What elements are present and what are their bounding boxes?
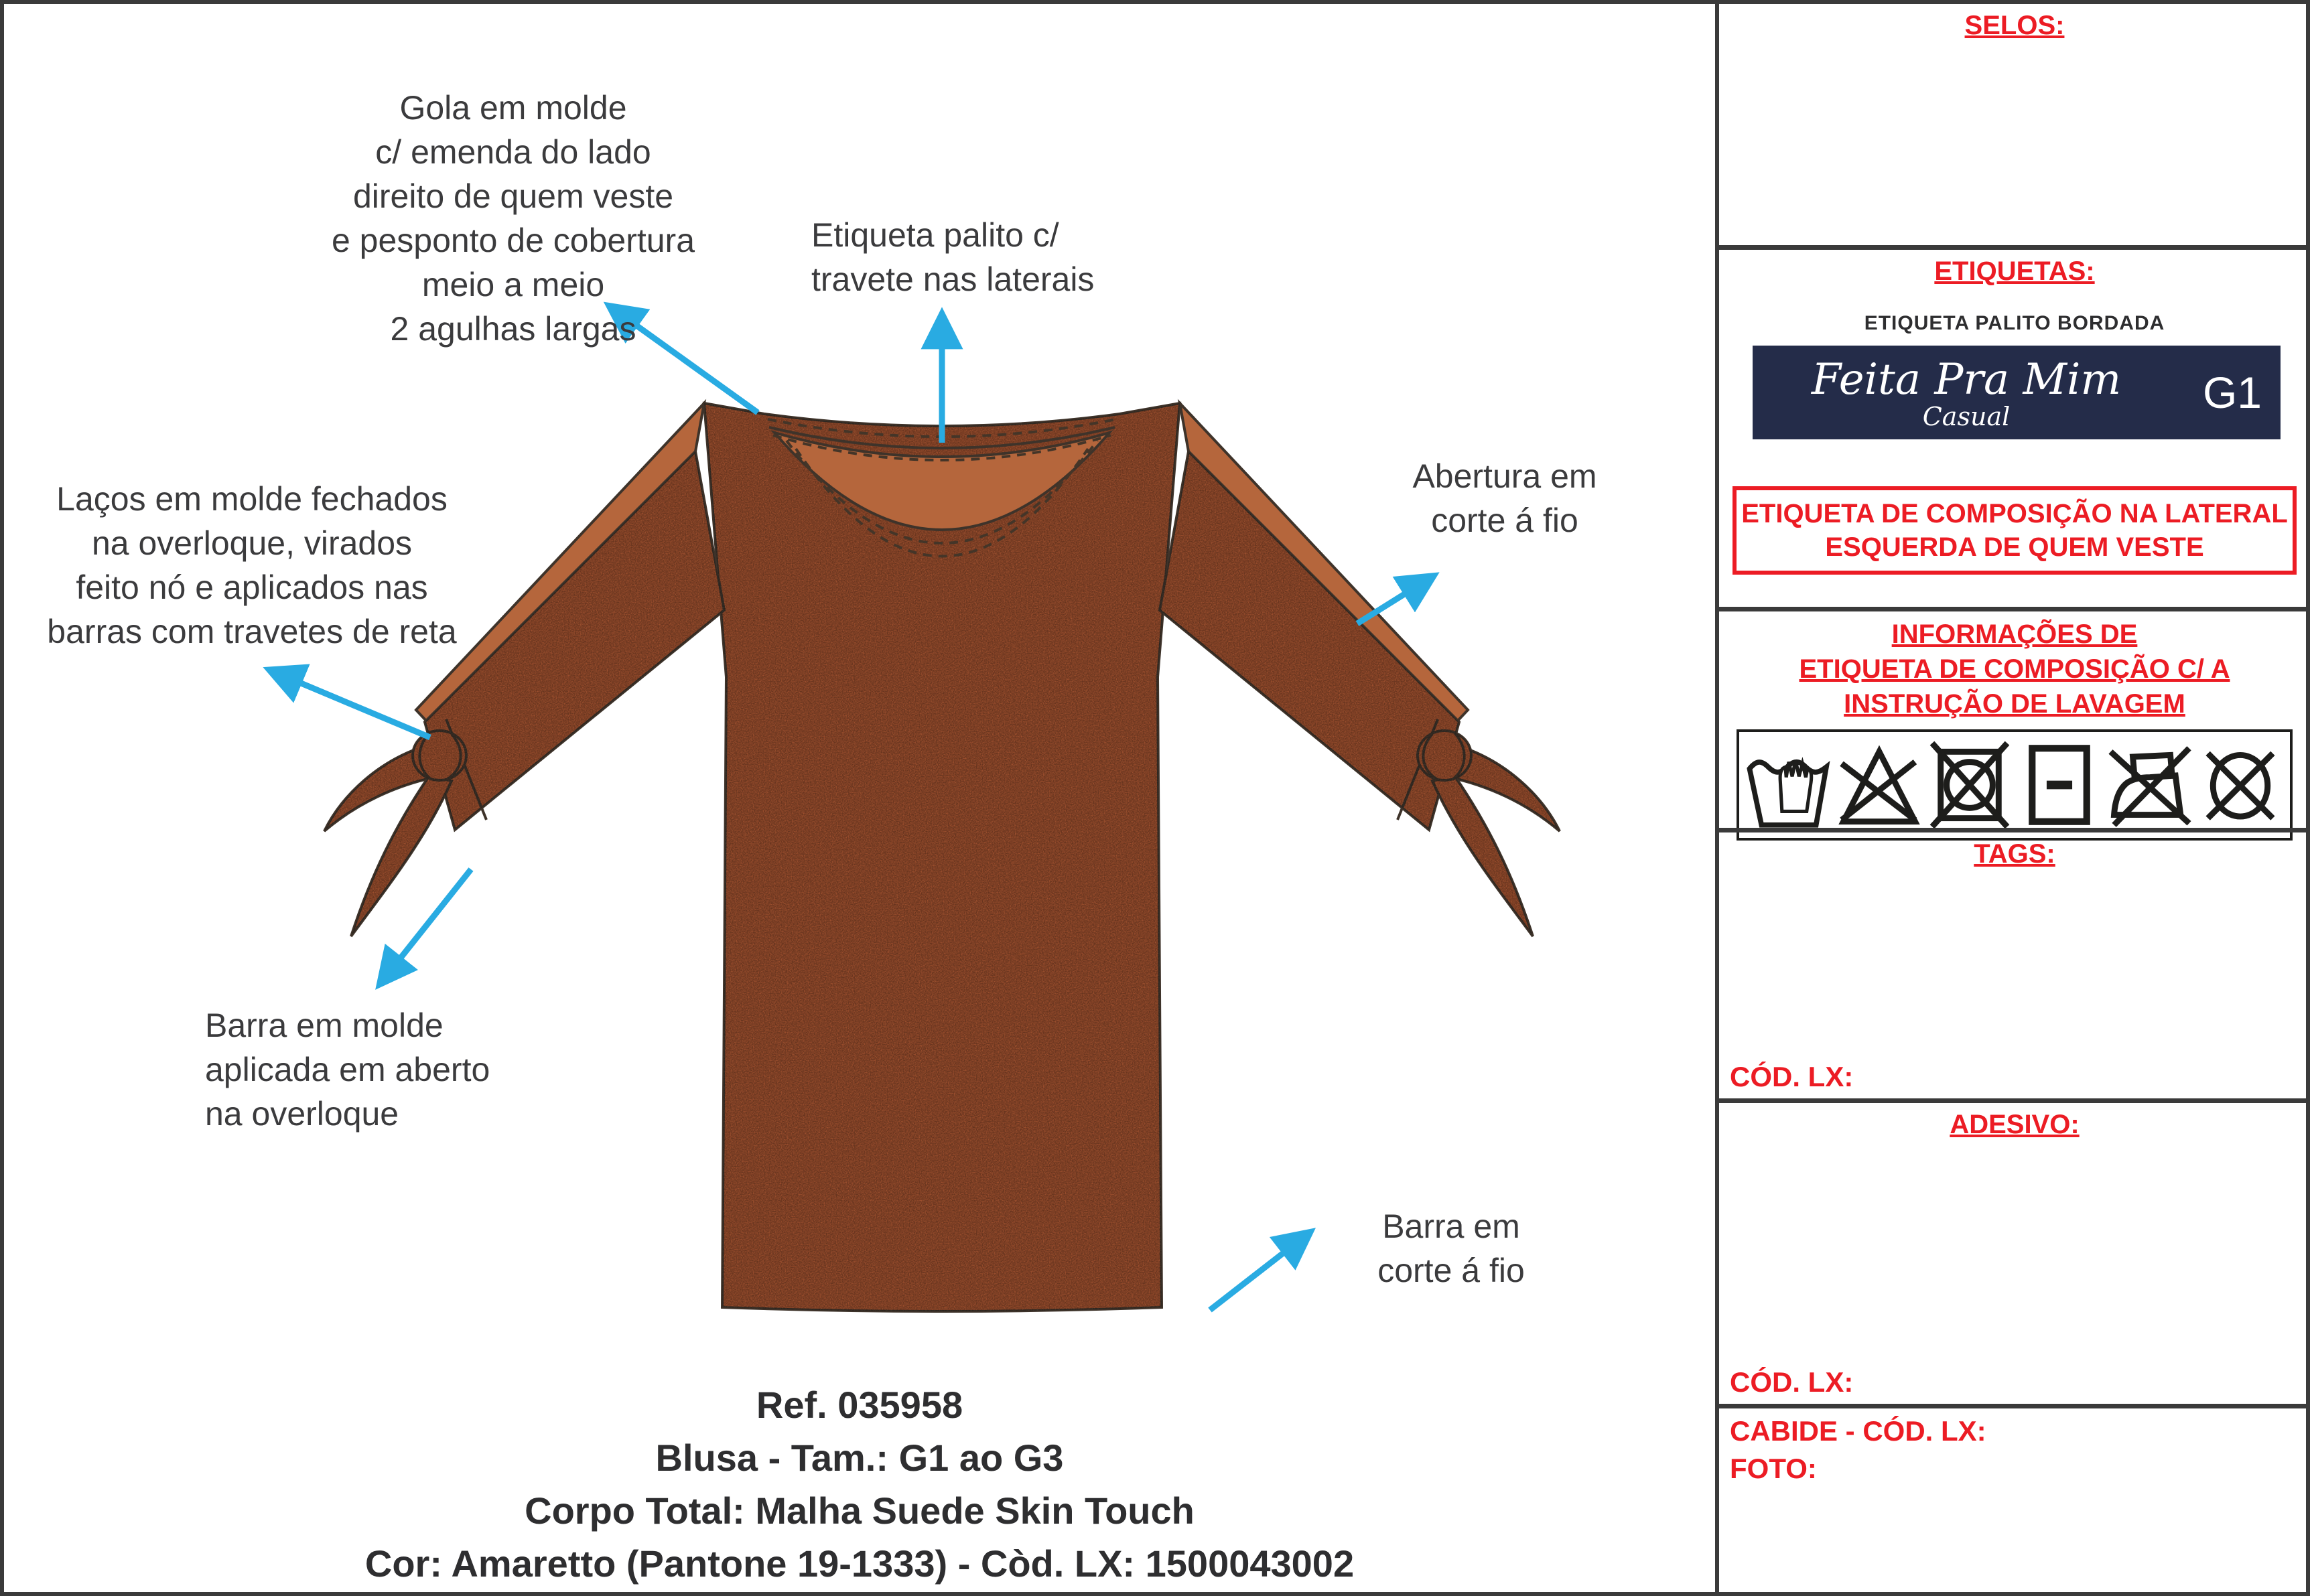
do-not-iron-icon bbox=[2106, 738, 2194, 832]
selos-title: SELOS: bbox=[1964, 11, 2065, 40]
size-badge: G1 bbox=[2202, 368, 2262, 417]
section-lavagem bbox=[1719, 607, 2310, 828]
section-adesivo bbox=[1719, 1098, 2310, 1404]
callout-abertura: Abertura em corte á fio bbox=[1412, 457, 1597, 539]
adesivo-cod-lx: CÓD. LX: bbox=[1730, 1366, 1854, 1398]
etiqueta-palito-bordada-label: ETIQUETA PALITO BORDADA bbox=[1864, 312, 2165, 334]
do-not-dry-clean-icon bbox=[2196, 738, 2285, 832]
spec-color: Cor: Amaretto (Pantone 19-1333) - Còd. LX: 1500043002 bbox=[364, 1542, 1355, 1585]
do-not-tumble-dry-icon bbox=[1925, 738, 2014, 832]
dry-flat-icon bbox=[2015, 738, 2104, 832]
spec-size: Blusa - Tam.: G1 ao G3 bbox=[655, 1437, 1064, 1479]
do-not-bleach-icon bbox=[1835, 738, 1923, 832]
callout-lacos: Laços em molde fechados na overloque, virados feito nó e aplicados nas barras com travetes de reta bbox=[47, 480, 457, 650]
section-selos bbox=[1719, 4, 2310, 245]
brand-sub: Casual bbox=[1922, 402, 2011, 431]
lavagem-title: INFORMAÇÕES DE ETIQUETA DE COMPOSIÇÃO C/ A INSTRUÇÃO DE LAVAGEM bbox=[1799, 620, 2230, 719]
etiquetas-title: ETIQUETAS: bbox=[1934, 257, 2095, 286]
foto-label: FOTO: bbox=[1730, 1453, 1817, 1484]
tags-cod-lx: CÓD. LX: bbox=[1730, 1061, 1854, 1092]
callout-etiqueta-palito: Etiqueta palito c/ travete nas laterais bbox=[811, 216, 1095, 298]
callout-gola: Gola em molde c/ emenda do lado direito de quem veste e pesponto de cobertura meio a meio 2 agulhas largas bbox=[331, 89, 695, 348]
arrow-barra-molde bbox=[381, 869, 471, 983]
composition-note: ETIQUETA DE COMPOSIÇÃO NA LATERAL ESQUERDA DE QUEM VESTE bbox=[1732, 486, 2297, 575]
arrow-lacos bbox=[271, 670, 430, 737]
care-symbols-box bbox=[1737, 729, 2293, 841]
arrow-barra-corte bbox=[1210, 1233, 1309, 1310]
sidebar bbox=[1715, 4, 2310, 1592]
adesivo-title: ADESIVO: bbox=[1950, 1110, 2080, 1139]
drawing-panel bbox=[4, 4, 1715, 1592]
spec-fabric: Corpo Total: Malha Suede Skin Touch bbox=[525, 1490, 1195, 1532]
tags-title: TAGS: bbox=[1974, 839, 2055, 869]
brand-name: Feita Pra Mim bbox=[1811, 355, 2122, 405]
cabide-cod-lx: CABIDE - CÓD. LX: bbox=[1730, 1415, 1986, 1447]
section-etiquetas bbox=[1719, 245, 2310, 607]
spec-block bbox=[4, 1378, 1715, 1590]
arrow-abertura bbox=[1357, 577, 1432, 624]
callout-barra-molde: Barra em molde aplicada em aberto na overloque bbox=[205, 1007, 490, 1133]
section-cabide bbox=[1719, 1404, 2310, 1592]
spec-ref: Ref. 035958 bbox=[756, 1384, 963, 1426]
section-tags bbox=[1719, 828, 2310, 1098]
hand-wash-icon bbox=[1745, 738, 1833, 832]
callout-barra-corte: Barra em corte á fio bbox=[1377, 1208, 1525, 1289]
brand-woven-label bbox=[1753, 346, 2281, 439]
